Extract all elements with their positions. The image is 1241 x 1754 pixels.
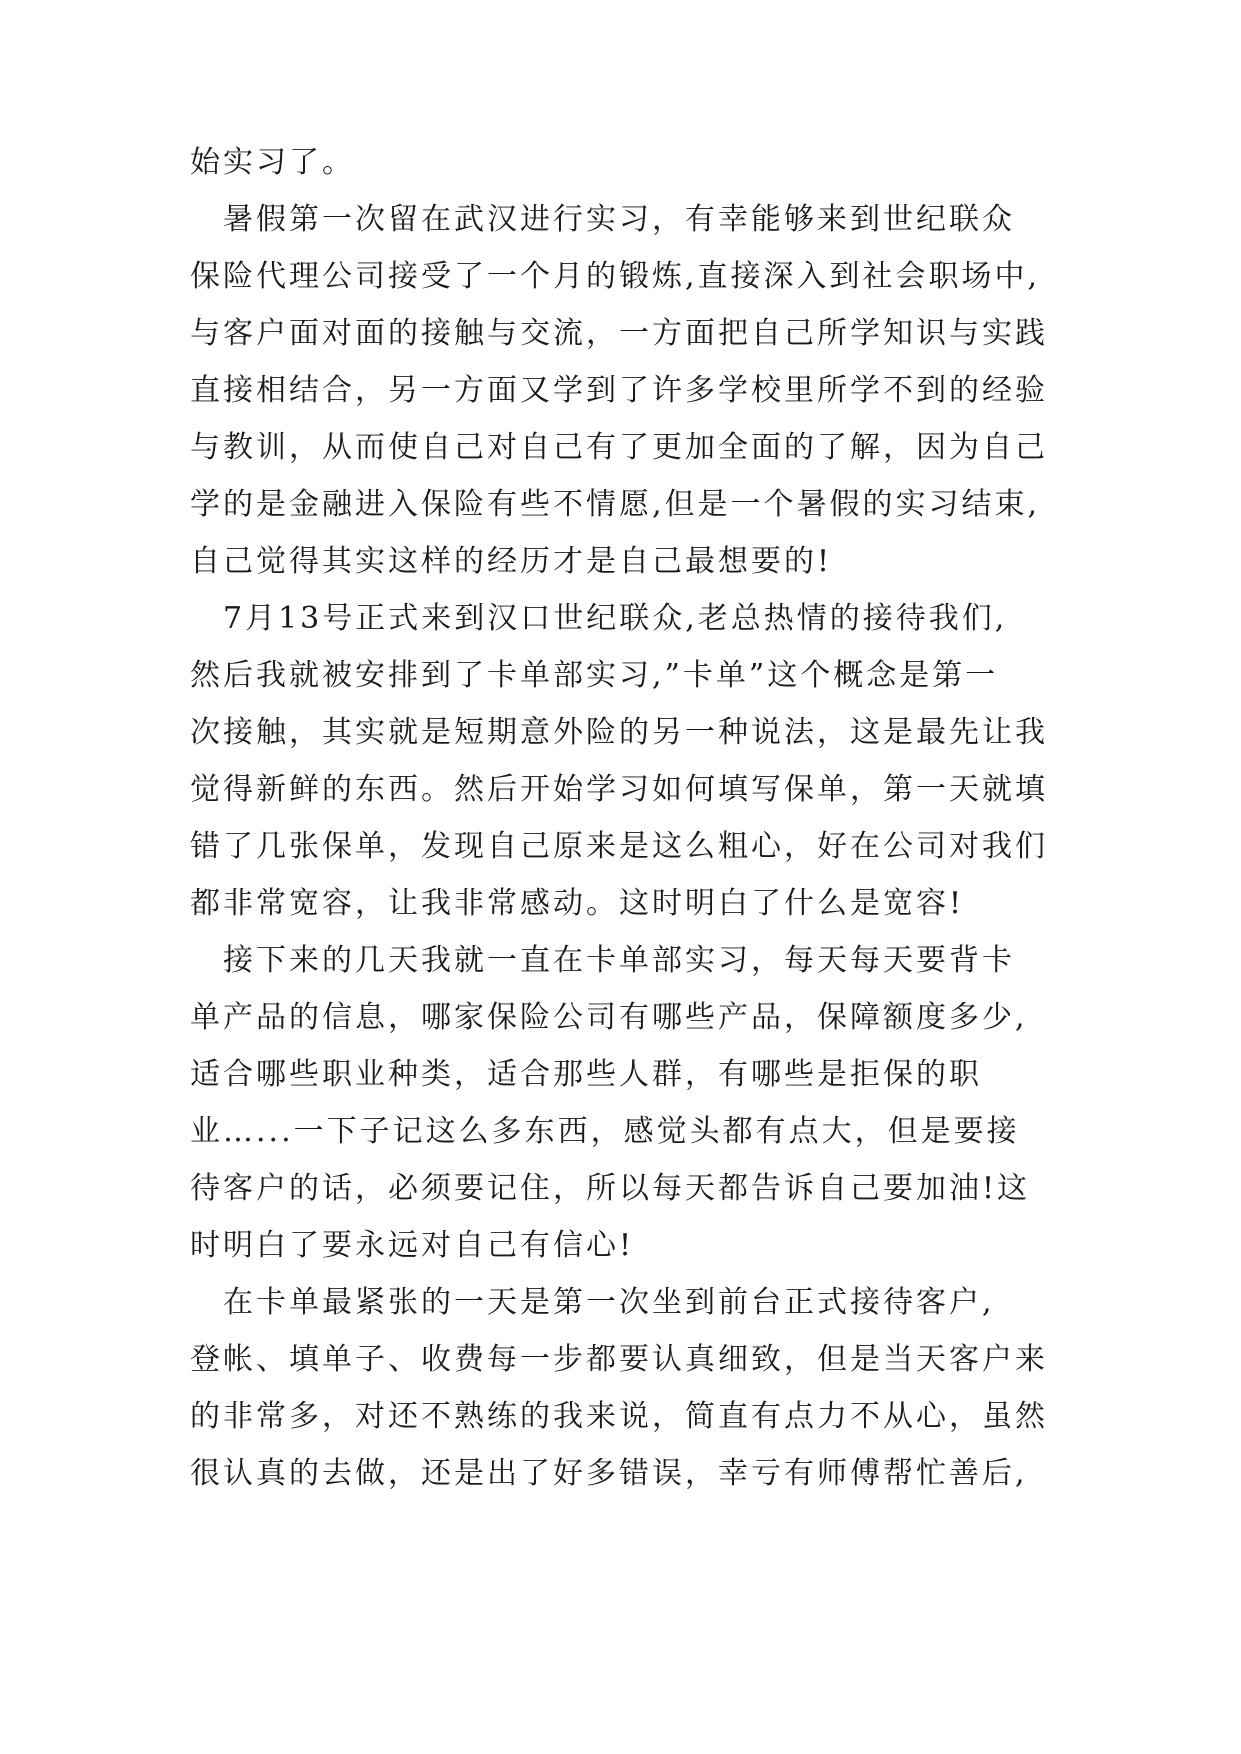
- text-line: 与客户面对面的接触与交流，一方面把自己所学知识与实践: [190, 316, 1048, 351]
- text-line: 都非常宽容，让我非常感动。这时明白了什么是宽容!: [190, 886, 965, 921]
- text-line: 7月13号正式来到汉口世纪联众,老总热情的接待我们,: [190, 601, 1008, 636]
- text-line: 登帐、填单子、收费每一步都要认真细致，但是当天客户来: [190, 1342, 1048, 1377]
- text-line: 与教训，从而使自己对自己有了更加全面的了解，因为自己: [190, 430, 1048, 465]
- text-line: 直接相结合，另一方面又学到了许多学校里所学不到的经验: [190, 373, 1048, 408]
- text-line: 然后我就被安排到了卡单部实习,”卡单”这个概念是第一: [190, 658, 999, 693]
- text-line: 暑假第一次留在武汉进行实习，有幸能够来到世纪联众: [190, 202, 1015, 237]
- text-line: 保险代理公司接受了一个月的锻炼,直接深入到社会职场中,: [190, 259, 1041, 294]
- text-line: 错了几张保单，发现自己原来是这么粗心，好在公司对我们: [190, 829, 1048, 864]
- text-line: 很认真的去做，还是出了好多错误，幸亏有师傅帮忙善后,: [190, 1456, 1028, 1491]
- text-line: 学的是金融进入保险有些不情愿,但是一个暑假的实习结束,: [190, 487, 1041, 522]
- text-line: 觉得新鲜的东西。然后开始学习如何填写保单，第一天就填: [190, 772, 1048, 807]
- text-line: 时明白了要永远对自己有信心!: [190, 1228, 635, 1263]
- text-line: 适合哪些职业种类，适合那些人群，有哪些是拒保的职: [190, 1057, 982, 1092]
- text-line: 业…...一下子记这么多东西，感觉头都有点大，但是要接: [190, 1114, 1020, 1149]
- text-line: 次接触，其实就是短期意外险的另一种说法，这是最先让我: [190, 715, 1048, 750]
- text-line: 接下来的几天我就一直在卡单部实习，每天每天要背卡: [190, 943, 1015, 978]
- text-line: 单产品的信息，哪家保险公司有哪些产品，保障额度多少,: [190, 1000, 1028, 1035]
- text-line: 自己觉得其实这样的经历才是自己最想要的!: [190, 544, 833, 579]
- text-line: 待客户的话，必须要记住，所以每天都告诉自己要加油!这: [190, 1171, 1031, 1206]
- text-line: 始实习了。: [190, 145, 355, 180]
- text-line: 的非常多，对还不熟练的我来说，简直有点力不从心，虽然: [190, 1399, 1048, 1434]
- text-line: 在卡单最紧张的一天是第一次坐到前台正式接待客户,: [190, 1285, 995, 1320]
